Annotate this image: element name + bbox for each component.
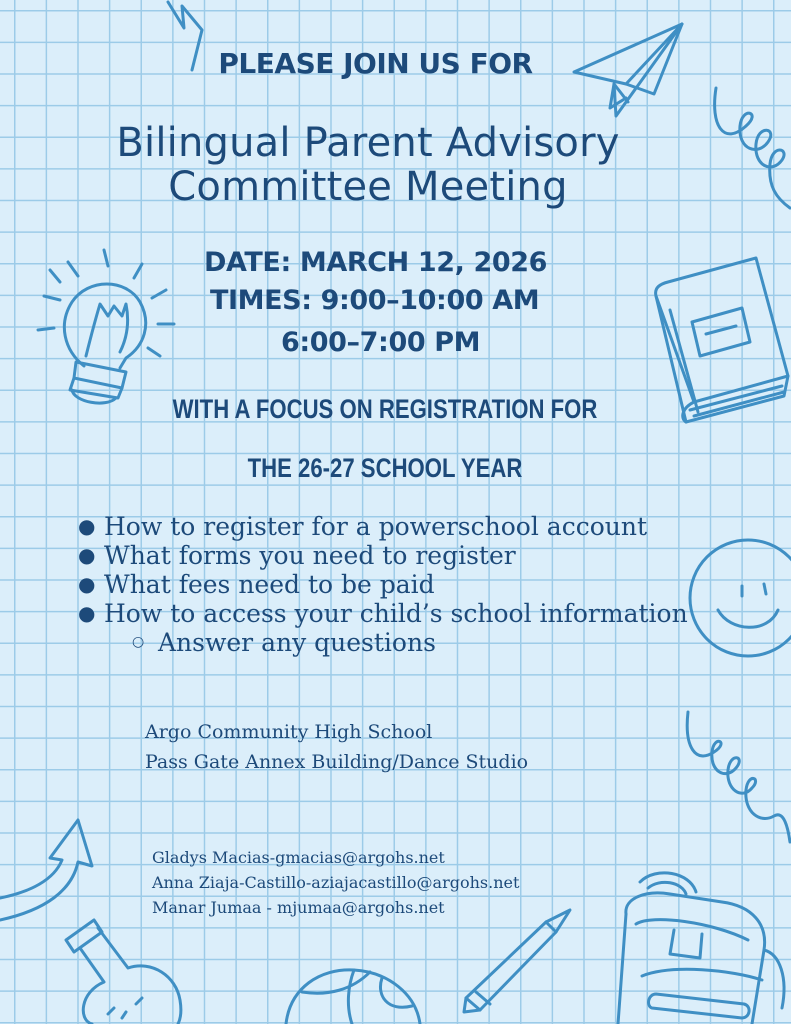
hollow-bullet-icon: ○ (132, 634, 145, 650)
topic-text: How to access your child’s school information (104, 599, 688, 628)
kicker-heading: PLEASE JOIN US FOR (218, 47, 533, 80)
meeting-title-line-1: Bilingual Parent Advisory (116, 120, 620, 166)
bullet-icon: ● (78, 572, 96, 596)
smiley-face-icon (680, 536, 791, 661)
focus-heading-line-2: THE 26-27 SCHOOL YEAR (247, 453, 523, 483)
bullet-icon: ● (78, 514, 96, 538)
flask-icon (58, 916, 188, 1024)
topic-text: What forms you need to register (104, 541, 516, 570)
meeting-date: DATE: MARCH 12, 2026 (204, 247, 548, 278)
pencil-icon (460, 906, 572, 1014)
contact-line: Gladys Macias-gmacias@argohs.net (152, 848, 445, 867)
topic-text: How to register for a powerschool account (104, 512, 647, 541)
lightbulb-icon (30, 240, 180, 410)
curved-arrow-icon (0, 814, 100, 924)
location-room: Pass Gate Annex Building/Dance Studio (145, 751, 529, 773)
location-school: Argo Community High School (145, 721, 433, 743)
backpack-icon (612, 868, 791, 1024)
basketball-icon (282, 966, 424, 1024)
contact-line: Anna Ziaja-Castillo-aziajacastillo@argohs.net (152, 873, 520, 892)
bullet-icon: ● (78, 543, 96, 567)
sub-topic-text: Answer any questions (158, 628, 436, 657)
spring-coil-icon (684, 708, 791, 848)
sub-list-item (78, 628, 688, 657)
bullet-icon: ● (78, 601, 96, 625)
topic-list (78, 512, 688, 657)
meeting-title-line-2: Committee Meeting (168, 164, 568, 210)
topic-text: What fees need to be paid (104, 570, 435, 599)
list-item (78, 541, 688, 570)
contact-line: Manar Jumaa - mjumaa@argohs.net (152, 898, 445, 917)
list-item (78, 570, 688, 599)
list-item (78, 512, 688, 541)
list-item (78, 599, 688, 628)
focus-heading-line-1: WITH A FOCUS ON REGISTRATION FOR (172, 394, 598, 424)
meeting-time-evening: 6:00–7:00 PM (281, 327, 481, 358)
meeting-time-morning: TIMES: 9:00–10:00 AM (210, 285, 540, 316)
